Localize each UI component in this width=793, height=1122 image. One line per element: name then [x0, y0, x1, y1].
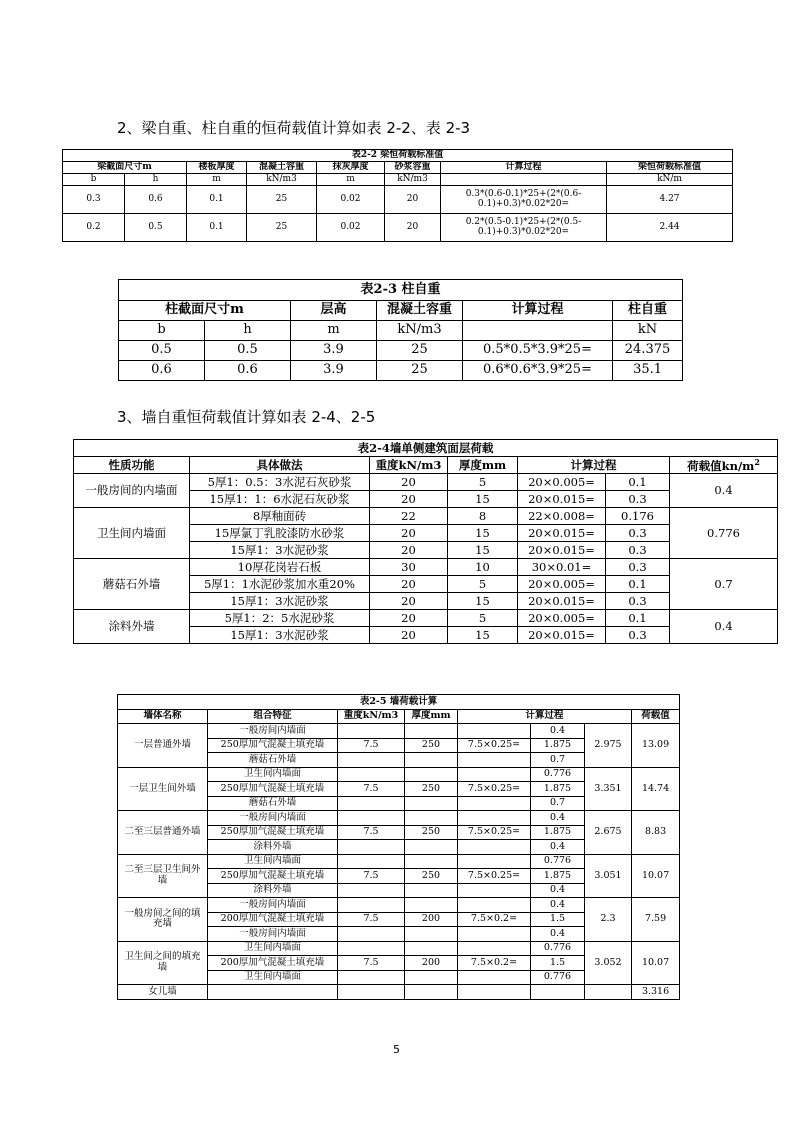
value-cell: 0.776	[531, 970, 585, 985]
cell: 15厚1：3水泥砂浆	[190, 542, 370, 559]
header-cell: 组合特征	[208, 709, 338, 724]
cell: 20×0.015=	[518, 593, 606, 610]
cell: 20	[370, 525, 448, 542]
cell: 7.5	[338, 738, 405, 753]
cell: 0.3	[606, 542, 670, 559]
cell: 15厚1：1：6水泥石灰砂浆	[190, 491, 370, 508]
cell: 0.02	[317, 214, 385, 242]
calc-cell: 7.5×0.25=	[458, 782, 531, 797]
cell: 15	[448, 491, 518, 508]
calc-cell: 0.2*(0.5-0.1)*25+(2*(0.5-0.1)+0.3)*0.02*20=	[441, 214, 607, 242]
cell: 20	[370, 542, 448, 559]
cell: 20	[385, 214, 441, 242]
load-value: 10.07	[632, 854, 680, 898]
load-value: 7.59	[632, 898, 680, 942]
group-name: 一般房间之间的填充墙	[118, 898, 208, 942]
value-cell: 1.875	[531, 738, 585, 753]
group-name: 一般房间的内墙面	[74, 474, 190, 508]
cell: 5	[448, 474, 518, 491]
cell	[405, 796, 458, 811]
calc-cell: 7.5×0.2=	[458, 956, 531, 971]
table-row	[119, 341, 683, 361]
cell	[338, 811, 405, 826]
value-cell: 0.4	[531, 898, 585, 913]
combo-cell: 涂料外墙	[208, 840, 338, 855]
header-cell: 重度kN/m3	[370, 457, 448, 474]
cell: 20	[370, 593, 448, 610]
header-cell: 荷载值	[632, 709, 680, 724]
combo-cell: 250厚加气混凝土填充墙	[208, 738, 338, 753]
value-cell: 0.776	[531, 941, 585, 956]
value-cell: 0.4	[531, 883, 585, 898]
table-row	[118, 854, 680, 869]
cell: 0.3	[606, 491, 670, 508]
cell: 0.176	[606, 508, 670, 525]
cell	[405, 985, 458, 1000]
cell: 25	[247, 214, 317, 242]
cell: 5厚1：0.5：3水泥石灰砂浆	[190, 474, 370, 491]
cell	[458, 941, 531, 956]
combo-cell: 蘑菇石外墙	[208, 796, 338, 811]
table-column-weight	[118, 279, 683, 381]
cell: 7.5	[338, 956, 405, 971]
table-wall-load	[117, 694, 680, 1000]
calc-cell: 7.5×0.25=	[458, 825, 531, 840]
unit-cell: m	[317, 174, 385, 186]
cell: 0.3	[606, 559, 670, 576]
load-value: 14.74	[632, 767, 680, 811]
header-load-sup: 2	[754, 456, 760, 467]
cell	[405, 767, 458, 782]
cell: 0.5	[125, 214, 187, 242]
cell: 7.5	[338, 825, 405, 840]
cell: 30×0.01=	[518, 559, 606, 576]
header-cell: 楼板厚度	[187, 162, 247, 174]
group-name: 女儿墙	[118, 985, 208, 1000]
combo-cell: 蘑菇石外墙	[208, 753, 338, 768]
cell	[531, 985, 585, 1000]
header-cell: 抹灰厚度	[317, 162, 385, 174]
cell	[338, 927, 405, 942]
cell: 25	[247, 186, 317, 214]
sum-cell: 3.052	[585, 941, 632, 985]
cell: 20×0.005=	[518, 610, 606, 627]
heading-wall: 3、墙自重恒荷载值计算如表 2-4、2-5	[117, 408, 376, 426]
sum-cell: 2.975	[585, 724, 632, 768]
header-cell: 计算过程	[441, 162, 607, 174]
cell: 7.5	[338, 782, 405, 797]
cell: 4.27	[607, 186, 733, 214]
cell: 5厚1：2：5水泥砂浆	[190, 610, 370, 627]
combo-cell: 250厚加气混凝土填充墙	[208, 869, 338, 884]
combo-cell: 一般房间内墙面	[208, 724, 338, 739]
calc-cell: 7.5×0.25=	[458, 738, 531, 753]
cell: 20	[385, 186, 441, 214]
value-cell: 0.776	[531, 767, 585, 782]
cell: 0.5	[119, 341, 205, 361]
group-name: 卫生间之间的填充墙	[118, 941, 208, 985]
cell: 15厚1：3水泥砂浆	[190, 593, 370, 610]
cell	[405, 941, 458, 956]
unit-cell	[441, 174, 607, 186]
sum-cell: 3.351	[585, 767, 632, 811]
combo-cell: 涂料外墙	[208, 883, 338, 898]
combo-cell: 卫生间内墙面	[208, 941, 338, 956]
cell: 250	[405, 782, 458, 797]
cell	[458, 883, 531, 898]
header-cell: 计算过程	[458, 709, 632, 724]
cell	[405, 927, 458, 942]
cell	[405, 840, 458, 855]
cell	[458, 811, 531, 826]
header-cell: 具体做法	[190, 457, 370, 474]
unit-cell: kN/m3	[377, 321, 463, 341]
cell	[458, 927, 531, 942]
cell: 20	[370, 627, 448, 644]
combo-cell: 一般房间内墙面	[208, 811, 338, 826]
cell: 250	[405, 738, 458, 753]
cell	[405, 854, 458, 869]
cell: 0.1	[606, 610, 670, 627]
table-row	[118, 985, 680, 1000]
cell	[405, 970, 458, 985]
value-cell: 0.4	[531, 927, 585, 942]
unit-cell	[463, 321, 613, 341]
group-name: 蘑菇石外墙	[74, 559, 190, 610]
table-row	[119, 361, 683, 381]
page-number: 5	[393, 1043, 400, 1056]
header-cell: 层高	[291, 301, 377, 321]
value-cell: 1.875	[531, 869, 585, 884]
cell: 250	[405, 869, 458, 884]
cell: 0.3	[63, 186, 125, 214]
cell	[405, 811, 458, 826]
cell: 7.5	[338, 869, 405, 884]
cell	[338, 941, 405, 956]
cell	[338, 883, 405, 898]
header-load-text: 荷载值kn/m	[687, 458, 755, 473]
cell	[338, 724, 405, 739]
group-name: 一层普通外墙	[118, 724, 208, 768]
cell: 0.6*0.6*3.9*25=	[463, 361, 613, 381]
calc-cell: 7.5×0.25=	[458, 869, 531, 884]
unit-cell: kN	[613, 321, 683, 341]
cell: 20×0.005=	[518, 474, 606, 491]
cell	[338, 898, 405, 913]
table-row	[118, 898, 680, 913]
cell: 0.3	[606, 593, 670, 610]
group-total: 0.776	[670, 508, 778, 559]
wall-load-body	[118, 724, 680, 985]
table-row	[74, 508, 778, 525]
header-cell: 梁恒荷载标准值	[607, 162, 733, 174]
cell: 200	[405, 956, 458, 971]
cell: 20×0.015=	[518, 627, 606, 644]
cell: 20	[370, 576, 448, 593]
header-cell: 厚度mm	[448, 457, 518, 474]
header-cell: 计算过程	[518, 457, 670, 474]
table-row	[74, 474, 778, 491]
cell: 0.1	[606, 576, 670, 593]
table-row	[118, 941, 680, 956]
table-row	[63, 186, 733, 214]
unit-cell: kN/m3	[247, 174, 317, 186]
cell: 15	[448, 542, 518, 559]
cell: 20×0.015=	[518, 525, 606, 542]
cell: 15厚氯丁乳胶漆防水砂浆	[190, 525, 370, 542]
cell: 15厚1：3水泥砂浆	[190, 627, 370, 644]
combo-cell: 一般房间内墙面	[208, 927, 338, 942]
cell	[338, 753, 405, 768]
cell	[208, 985, 338, 1000]
cell: 0.6	[125, 186, 187, 214]
group-name: 二至三层卫生间外墙	[118, 854, 208, 898]
header-cell: 厚度mm	[405, 709, 458, 724]
cell: 25	[377, 341, 463, 361]
cell: 20	[370, 491, 448, 508]
table-wall-surface	[73, 439, 778, 644]
cell	[458, 767, 531, 782]
unit-cell: kN/m	[607, 174, 733, 186]
header-cell: 柱自重	[613, 301, 683, 321]
value-cell: 1.5	[531, 912, 585, 927]
cell	[405, 883, 458, 898]
cell	[458, 840, 531, 855]
cell: 20×0.015=	[518, 491, 606, 508]
table-row	[74, 610, 778, 627]
cell: 0.02	[317, 186, 385, 214]
cell	[338, 854, 405, 869]
cell	[338, 796, 405, 811]
cell	[338, 767, 405, 782]
load-value: 3.316	[632, 985, 680, 1000]
value-cell: 1.875	[531, 825, 585, 840]
table-row	[74, 559, 778, 576]
cell	[338, 985, 405, 1000]
combo-cell: 一般房间内墙面	[208, 898, 338, 913]
cell: 2.44	[607, 214, 733, 242]
cell: 0.1	[187, 186, 247, 214]
calc-cell: 0.3*(0.6-0.1)*25+(2*(0.6-0.1)+0.3)*0.02*20=	[441, 186, 607, 214]
cell: 0.2	[63, 214, 125, 242]
combo-cell: 卫生间内墙面	[208, 854, 338, 869]
cell: 15	[448, 593, 518, 610]
table-caption: 表2-2 梁恒荷载标准值	[63, 150, 733, 162]
cell	[405, 898, 458, 913]
unit-cell: kN/m3	[385, 174, 441, 186]
header-cell: 重度kN/m3	[338, 709, 405, 724]
cell	[458, 985, 531, 1000]
header-cell	[670, 457, 778, 474]
cell: 35.1	[613, 361, 683, 381]
cell: 0.5*0.5*3.9*25=	[463, 341, 613, 361]
cell: 0.6	[119, 361, 205, 381]
cell: 20×0.015=	[518, 542, 606, 559]
table-row	[118, 767, 680, 782]
table-caption: 表2-3 柱自重	[119, 280, 683, 301]
group-name: 卫生间内墙面	[74, 508, 190, 559]
unit-cell: b	[119, 321, 205, 341]
sum-cell: 2.675	[585, 811, 632, 855]
cell: 3.9	[291, 341, 377, 361]
combo-cell: 200厚加气混凝土填充墙	[208, 956, 338, 971]
combo-cell: 卫生间内墙面	[208, 767, 338, 782]
value-cell: 1.875	[531, 782, 585, 797]
table-row	[118, 811, 680, 826]
header-cell: 砂浆容重	[385, 162, 441, 174]
cell: 0.5	[205, 341, 291, 361]
load-value: 8.83	[632, 811, 680, 855]
cell: 5	[448, 576, 518, 593]
cell	[458, 796, 531, 811]
header-cell: 混凝土容重	[377, 301, 463, 321]
header-cell: 梁截面尺寸m	[63, 162, 187, 174]
table-row	[63, 214, 733, 242]
header-cell: 混凝土容重	[247, 162, 317, 174]
cell: 8厚釉面砖	[190, 508, 370, 525]
header-cell: 柱截面尺寸m	[119, 301, 291, 321]
group-total: 0.4	[670, 610, 778, 644]
cell: 15	[448, 627, 518, 644]
value-cell: 0.7	[531, 753, 585, 768]
cell: 0.6	[205, 361, 291, 381]
heading-beam-column: 2、梁自重、柱自重的恒荷载值计算如表 2-2、表 2-3	[117, 119, 471, 137]
load-value: 10.07	[632, 941, 680, 985]
value-cell: 0.4	[531, 840, 585, 855]
calc-cell: 7.5×0.2=	[458, 912, 531, 927]
cell: 10	[448, 559, 518, 576]
cell: 7.5	[338, 912, 405, 927]
value-cell: 0.4	[531, 724, 585, 739]
cell: 200	[405, 912, 458, 927]
sum-cell: 2.3	[585, 898, 632, 942]
cell: 5厚1：1水泥砂浆加水重20%	[190, 576, 370, 593]
cell: 250	[405, 825, 458, 840]
value-cell: 0.4	[531, 811, 585, 826]
cell: 22×0.008=	[518, 508, 606, 525]
combo-cell: 250厚加气混凝土填充墙	[208, 782, 338, 797]
table-caption: 表2-5 墙荷载计算	[118, 695, 680, 710]
cell: 0.3	[606, 525, 670, 542]
cell: 0.1	[606, 474, 670, 491]
value-cell: 1.5	[531, 956, 585, 971]
cell	[458, 970, 531, 985]
group-name: 涂料外墙	[74, 610, 190, 644]
combo-cell: 卫生间内墙面	[208, 970, 338, 985]
group-name: 一层卫生间外墙	[118, 767, 208, 811]
cell	[458, 898, 531, 913]
cell	[405, 724, 458, 739]
cell: 8	[448, 508, 518, 525]
cell	[458, 753, 531, 768]
cell: 24.375	[613, 341, 683, 361]
sum-cell: 3.051	[585, 854, 632, 898]
unit-cell: b	[63, 174, 125, 186]
table-beam-load	[62, 149, 733, 242]
cell: 20	[370, 610, 448, 627]
cell: 30	[370, 559, 448, 576]
cell: 5	[448, 610, 518, 627]
table-row	[118, 724, 680, 739]
unit-cell: h	[205, 321, 291, 341]
cell: 25	[377, 361, 463, 381]
unit-cell: h	[125, 174, 187, 186]
group-total: 0.4	[670, 474, 778, 508]
combo-cell: 200厚加气混凝土填充墙	[208, 912, 338, 927]
value-cell: 0.7	[531, 796, 585, 811]
cell: 20	[370, 474, 448, 491]
table-caption: 表2-4墙单侧建筑面层荷载	[74, 440, 778, 457]
cell	[338, 970, 405, 985]
unit-cell: m	[291, 321, 377, 341]
unit-cell: m	[187, 174, 247, 186]
header-cell: 墙体名称	[118, 709, 208, 724]
group-total: 0.7	[670, 559, 778, 610]
cell	[338, 840, 405, 855]
cell: 3.9	[291, 361, 377, 381]
cell: 10厚花岗岩石板	[190, 559, 370, 576]
cell	[585, 985, 632, 1000]
cell: 22	[370, 508, 448, 525]
cell: 0.1	[187, 214, 247, 242]
group-name: 二至三层普通外墙	[118, 811, 208, 855]
cell	[458, 854, 531, 869]
header-cell: 性质功能	[74, 457, 190, 474]
combo-cell: 250厚加气混凝土填充墙	[208, 825, 338, 840]
load-value: 13.09	[632, 724, 680, 768]
cell: 15	[448, 525, 518, 542]
header-cell: 计算过程	[463, 301, 613, 321]
value-cell: 0.776	[531, 854, 585, 869]
cell: 20×0.005=	[518, 576, 606, 593]
cell	[405, 753, 458, 768]
cell: 0.3	[606, 627, 670, 644]
cell	[458, 724, 531, 739]
